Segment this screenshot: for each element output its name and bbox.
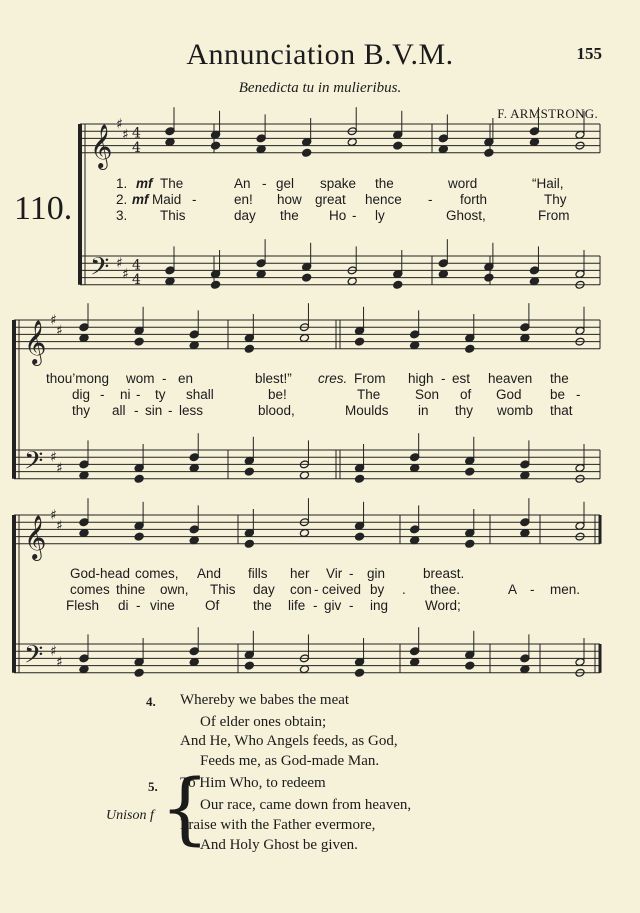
lyric: - (262, 176, 267, 191)
lyric: how (277, 192, 302, 207)
lyric: the (253, 598, 272, 613)
lyric: est (452, 371, 471, 386)
lyric: - (428, 192, 433, 207)
hymn-title: Annunciation B.V.M. (186, 38, 454, 71)
lyric: blest!” (255, 371, 292, 386)
lyric: - (136, 598, 141, 613)
lyric: - (100, 387, 105, 402)
note-head (244, 539, 254, 548)
bass-clef: 𝄢 (24, 446, 44, 482)
lyric: 3. (116, 208, 128, 223)
verse-number: 4. (146, 694, 156, 709)
lyric: great (315, 192, 346, 207)
treble-clef: 𝄞 (24, 319, 47, 364)
verse-line: And Holy Ghost be given. (200, 837, 358, 853)
treble-clef: 𝄞 (90, 123, 113, 168)
lyric: her (290, 566, 310, 581)
lyric: day (253, 582, 275, 597)
lyric: thy (72, 403, 91, 418)
lyric: - (168, 403, 173, 418)
lyric: dig (72, 387, 91, 402)
sharp-sign: ♯ (50, 312, 57, 329)
lyric: Of (205, 598, 220, 613)
lyric: The (160, 176, 184, 191)
note-head (302, 148, 312, 157)
lyric: day (234, 208, 256, 223)
lyric: ly (375, 208, 385, 223)
unison-marking: Unison f (106, 808, 154, 823)
lyric: by (370, 582, 385, 597)
lyric: gin (367, 566, 386, 581)
note-head (355, 532, 365, 541)
note-head (355, 474, 365, 483)
lyric: - (136, 387, 141, 402)
lyric: - (576, 387, 581, 402)
sharp-sign: ♯ (116, 255, 123, 272)
lyric: - (352, 208, 357, 223)
lyric: en (178, 371, 194, 386)
lyric: blood, (258, 403, 295, 418)
lyric: “Hail, (532, 176, 564, 191)
lyric: . (402, 582, 406, 597)
note-head (244, 661, 254, 670)
lyric: hence (365, 192, 402, 207)
page-number: 155 (576, 44, 602, 63)
note-head (244, 344, 254, 353)
verse-line: Praise with the Father evermore, (180, 817, 376, 833)
lyric: Flesh (66, 598, 100, 613)
verse-line: To Him Who, to redeem (180, 775, 326, 791)
lyric: sin (145, 403, 163, 418)
lyric: - (313, 598, 318, 613)
lyric: An (234, 176, 251, 191)
lyric: gel (276, 176, 295, 191)
lyric: wom (126, 371, 155, 386)
lyric: all (112, 403, 126, 418)
lyric: be! (268, 387, 287, 402)
note-head (302, 273, 312, 282)
lyric: the (280, 208, 299, 223)
lyric: From (354, 371, 386, 386)
lyric: vine (150, 598, 175, 613)
lyric: ty (155, 387, 166, 402)
lyric: Son (415, 387, 440, 402)
dynamic-marking: mf (136, 176, 153, 191)
lyric: thy (455, 403, 474, 418)
lyric: Moulds (345, 403, 389, 418)
time-signature: 4 (132, 257, 141, 274)
lyric: This (160, 208, 186, 223)
sharp-sign: ♯ (56, 654, 63, 671)
lyric: - (192, 192, 197, 207)
lyric: forth (460, 192, 488, 207)
lyric: - (349, 598, 354, 613)
verse-line: And He, Who Angels feeds, as God, (180, 733, 398, 749)
dynamic-marking: cres. (318, 371, 348, 386)
sharp-sign: ♯ (56, 518, 63, 535)
lyric: ceived (322, 582, 362, 597)
verse-number: 5. (148, 779, 158, 794)
lyric: - (162, 371, 167, 386)
lyric: thou’mong (46, 371, 110, 386)
sharp-sign: ♯ (50, 643, 57, 660)
note-head (244, 467, 254, 476)
verse-line: Of elder ones obtain; (200, 714, 327, 730)
lyric: word (448, 176, 478, 191)
lyric: that (550, 403, 573, 418)
sharp-sign: ♯ (116, 116, 123, 133)
lyric: be (550, 387, 566, 402)
note-head (134, 668, 144, 677)
note-head (355, 337, 365, 346)
lyric: con (290, 582, 312, 597)
composer-credit: F. ARMSTRONG. (497, 106, 598, 121)
lyric: the (550, 371, 569, 386)
lyric: di (118, 598, 129, 613)
lyric: Thy (544, 192, 567, 207)
note-head (393, 141, 403, 150)
lyric: heaven (488, 371, 533, 386)
lyric: - (314, 582, 319, 597)
note-head (211, 280, 221, 289)
note-head (484, 273, 494, 282)
note-head (465, 539, 475, 548)
sharp-sign: ♯ (56, 460, 63, 477)
lyric: A (508, 582, 518, 597)
lyric: own, (160, 582, 189, 597)
bass-clef: 𝄢 (90, 252, 110, 288)
lyric: - (530, 582, 535, 597)
sharp-sign: ♯ (50, 449, 57, 466)
lyric: the (375, 176, 394, 191)
sharp-sign: ♯ (50, 507, 57, 524)
note-head (355, 668, 365, 677)
bass-clef: 𝄢 (24, 640, 44, 676)
dynamic-marking: mf (132, 192, 149, 207)
lyric: comes, (135, 566, 179, 581)
lyric: And (197, 566, 222, 581)
lyric: men. (550, 582, 581, 597)
lyric: fills (248, 566, 268, 581)
lyric: en! (234, 192, 253, 207)
lyric: The (357, 387, 381, 402)
lyric: high (408, 371, 434, 386)
lyric: giv (324, 598, 342, 613)
note-head (393, 280, 403, 289)
lyric: of (460, 387, 472, 402)
lyric: Vir (326, 566, 343, 581)
verse-line: Whereby we babes the meat (180, 692, 350, 708)
lyric: less (179, 403, 204, 418)
lyric: ing (370, 598, 389, 613)
verse-brace: { (160, 764, 210, 854)
treble-clef: 𝄞 (24, 514, 47, 559)
time-signature: 4 (132, 140, 141, 157)
lyric: in (418, 403, 429, 418)
lyric: 1. (116, 176, 128, 191)
verse-line: Our race, came down from heaven, (200, 797, 412, 813)
sharp-sign: ♯ (56, 323, 63, 340)
lyric: God (496, 387, 522, 402)
note-head (134, 474, 144, 483)
note-head (484, 148, 494, 157)
lyric: life (288, 598, 306, 613)
lyric: - (134, 403, 139, 418)
lyric: thee. (430, 582, 461, 597)
note-head (134, 337, 144, 346)
time-signature: 4 (132, 272, 141, 289)
lyric: breast. (423, 566, 465, 581)
lyric: thine (116, 582, 146, 597)
note-head (465, 344, 475, 353)
lyric: shall (186, 387, 214, 402)
time-signature: 4 (132, 125, 141, 142)
lyric: Maid (152, 192, 182, 207)
lyric: womb (497, 403, 534, 418)
sharp-sign: ♯ (122, 266, 129, 283)
lyric: - (441, 371, 446, 386)
verse-line: Feeds me, as God-made Man. (200, 753, 380, 769)
note-head (465, 661, 475, 670)
note-head (134, 532, 144, 541)
lyric: spake (320, 176, 357, 191)
lyric: comes (70, 582, 110, 597)
note-head (211, 141, 221, 150)
note-head (465, 467, 475, 476)
hymn-number: 110. (14, 190, 73, 227)
lyric: ni (120, 387, 131, 402)
sharp-sign: ♯ (122, 127, 129, 144)
lyric: God-head (70, 566, 131, 581)
lyric: From (538, 208, 570, 223)
lyric: 2. (116, 192, 128, 207)
lyric: This (210, 582, 236, 597)
lyric: Ghost, (446, 208, 486, 223)
lyric: Word; (425, 598, 461, 613)
lyric: Ho (329, 208, 347, 223)
lyric: - (349, 566, 354, 581)
hymn-subtitle: Benedicta tu in mulieribus. (238, 80, 402, 96)
